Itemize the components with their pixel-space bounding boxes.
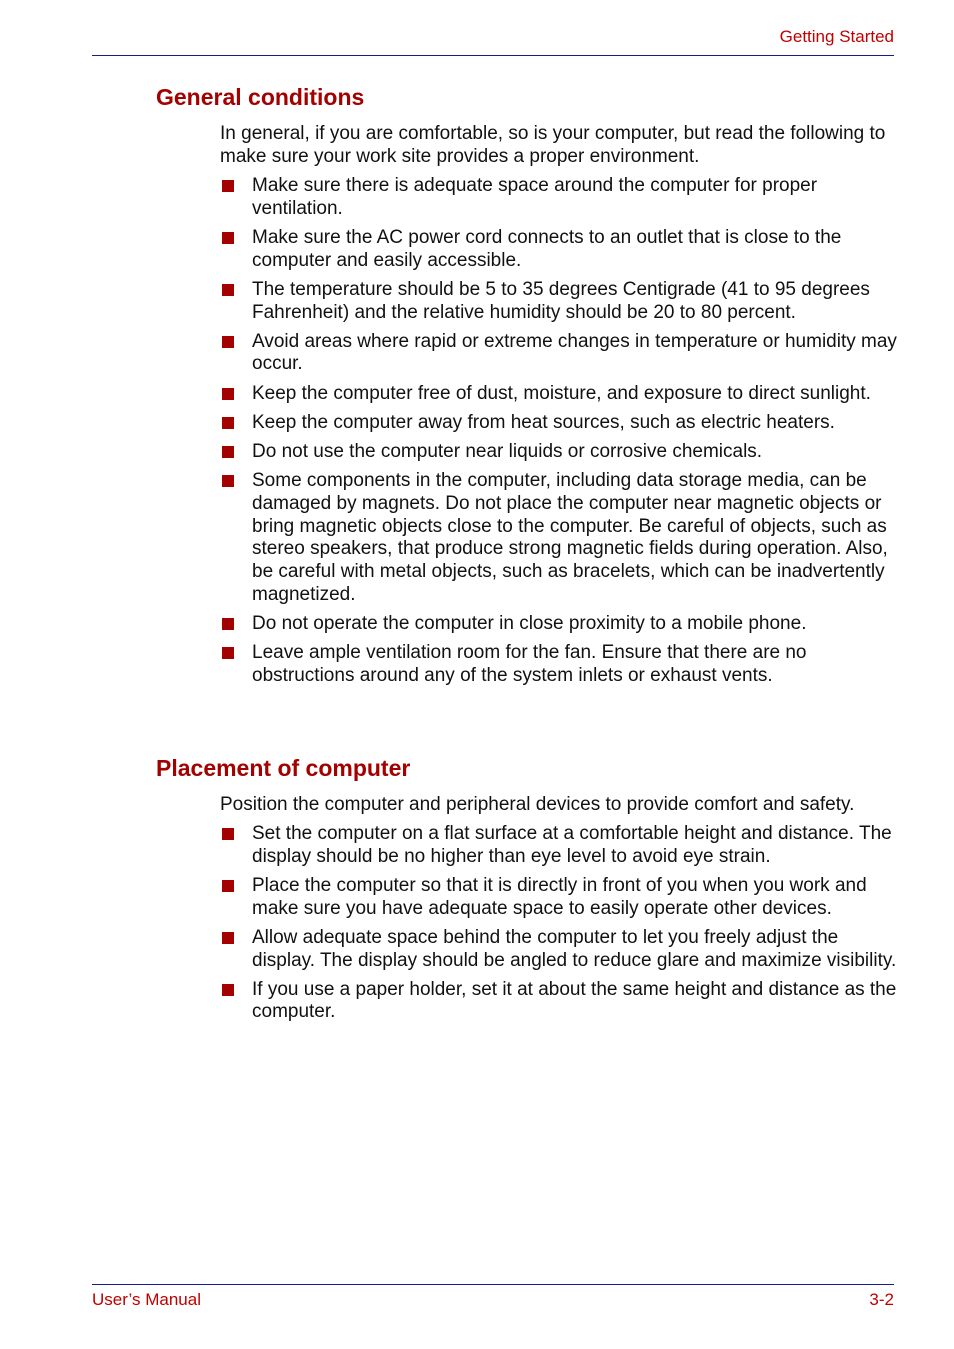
bullet-square-icon <box>222 232 234 244</box>
list-item-text: Keep the computer away from heat sources, such as electric heaters. <box>252 411 835 433</box>
header-divider <box>92 55 894 56</box>
list-item <box>220 441 900 464</box>
bullet-square-icon <box>222 828 234 840</box>
list-item <box>220 470 900 606</box>
list-item <box>220 383 900 406</box>
general-conditions-heading: General conditions <box>156 84 365 110</box>
bullet-square-icon <box>222 336 234 348</box>
placement-intro: Position the computer and peripheral devices to provide comfort and safety. <box>220 794 855 815</box>
bullet-square-icon <box>222 446 234 458</box>
list-item-text: If you use a paper holder, set it at about the same height and distance as the computer. <box>252 978 897 1023</box>
bullet-square-icon <box>222 647 234 659</box>
bullet-square-icon <box>222 417 234 429</box>
list-item <box>220 642 900 687</box>
bullet-square-icon <box>222 284 234 296</box>
list-item-text: Avoid areas where rapid or extreme changes in temperature or humidity may occur. <box>252 330 897 375</box>
list-item-text: Some components in the computer, including data storage media, can be damaged by magnets. Do not place the computer near magnetic objects or bring magnetic objects close to the computer. Be careful of objects, such as stereo speakers, that produce strong magnetic fields during operation. Also, be careful with metal objects, such as bracelets, which can be inadvertently magnetized. <box>252 470 888 605</box>
list-item <box>220 823 900 868</box>
list-item-text: Leave ample ventilation room for the fan. Ensure that there are no obstructions around any of the system inlets or exhaust vents. <box>252 642 807 686</box>
bullet-square-icon <box>222 475 234 487</box>
list-item <box>220 227 900 272</box>
placement-list <box>220 823 900 1031</box>
list-item-text: Do not operate the computer in close proximity to a mobile phone. <box>252 612 807 634</box>
list-item <box>220 331 900 376</box>
footer-manual-label: User’s Manual <box>92 1290 201 1309</box>
list-item-text: Keep the computer free of dust, moisture, and exposure to direct sunlight. <box>252 382 871 404</box>
list-item-text: Do not use the computer near liquids or corrosive chemicals. <box>252 441 763 463</box>
list-item-text: Place the computer so that it is directly in front of you when you work and make sure you have adequate space to easily operate other devices. <box>252 874 867 919</box>
list-item-text: Make sure the AC power cord connects to an outlet that is close to the computer and easily accessible. <box>252 226 842 271</box>
list-item-text: Set the computer on a flat surface at a comfortable height and distance. The display should be no higher than eye level to avoid eye strain. <box>252 823 892 867</box>
list-item <box>220 979 900 1024</box>
list-item <box>220 613 900 636</box>
bullet-square-icon <box>222 880 234 892</box>
list-item-text: The temperature should be 5 to 35 degrees Centigrade (41 to 95 degrees Fahrenheit) and the relative humidity should be 20 to 80 percent. <box>252 278 870 323</box>
bullet-square-icon <box>222 984 234 996</box>
list-item <box>220 927 900 972</box>
list-item-text: Allow adequate space behind the computer to let you freely adjust the display. The display should be angled to reduce glare and maximize visibility. <box>252 926 897 971</box>
list-item <box>220 875 900 920</box>
placement-heading: Placement of computer <box>156 755 411 781</box>
bullet-square-icon <box>222 180 234 192</box>
list-item <box>220 279 900 324</box>
list-item-text: Make sure there is adequate space around the computer for proper ventilation. <box>252 175 818 219</box>
footer-divider <box>92 1284 894 1285</box>
bullet-square-icon <box>222 932 234 944</box>
header-section-title: Getting Started <box>779 27 894 46</box>
list-item <box>220 412 900 435</box>
bullet-square-icon <box>222 388 234 400</box>
bullet-square-icon <box>222 618 234 630</box>
footer-page-number: 3-2 <box>869 1290 894 1309</box>
general-conditions-list <box>220 175 900 694</box>
list-item <box>220 175 900 220</box>
general-conditions-intro: In general, if you are comfortable, so is your computer, but read the following to make sure your work site provides a proper environment. <box>220 123 886 167</box>
